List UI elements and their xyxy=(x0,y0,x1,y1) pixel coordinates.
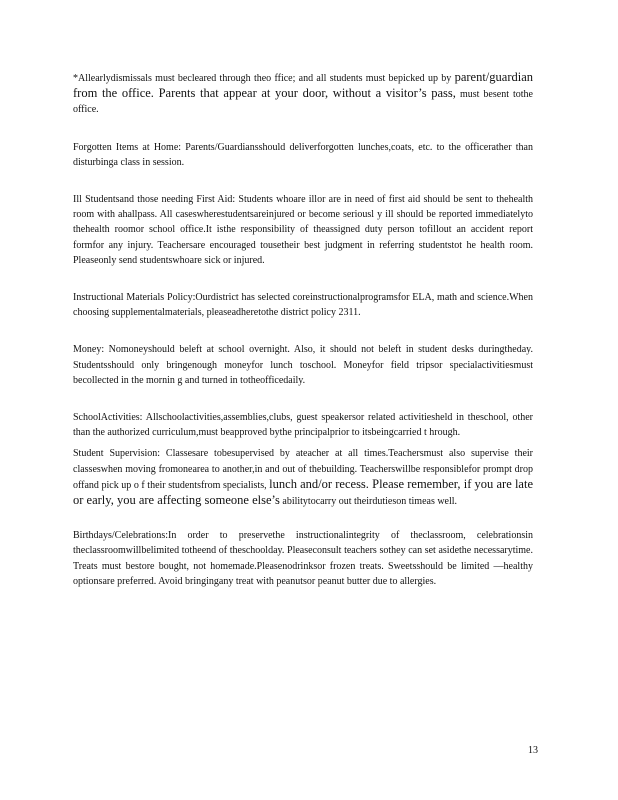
school-activities-text: SchoolActivities: Allschoolactivities,assemblies,clubs, guest speakersor related activitiesheld in theschool, other than the authorized curriculum,must beapproved bythe principalprior to itsbeingcarried t hrough. xyxy=(73,412,533,439)
paragraph-student-supervision xyxy=(73,446,533,509)
paragraph-forgotten-items xyxy=(73,140,533,170)
paragraph-early-dismissals xyxy=(73,70,533,118)
page-number: 13 xyxy=(528,745,538,756)
paragraph-school-activities xyxy=(73,410,533,440)
instructional-materials-text: Instructional Materials Policy:Ourdistrict has selected coreinstructionalprogramsfor ELA, math and science.When choosing supplementalmaterials, pleaseadheretothe district policy 2311. xyxy=(73,292,533,319)
paragraph-instructional-materials xyxy=(73,290,533,320)
birthdays-celebrations-text: Birthdays/Celebrations:In order to preservethe instructionalintegrity of theclassroom, celebrationsin theclassroomwillbelimited totheend of theschoolday. Pleaseconsult teachers sothey can set asidethe necessarytime. Treats must bestore bought, not homemade.Pleasenodrinksor frozen treats. Sweetsshould be limited —healthy optionsare preferred. Avoid bringingany treat with peanutsor peanut butter due to allergies. xyxy=(73,530,533,587)
paragraph-money xyxy=(73,342,533,388)
paragraph-birthdays-celebrations xyxy=(73,528,533,589)
early-dismissals-line-3: must besent tothe office. xyxy=(73,89,533,116)
paragraph-ill-students xyxy=(73,192,533,268)
student-supervision-line-1: Student Supervision: Classesare tobesupervised by ateacher at all times.Teachersmust also supervise their classeswhen moving fromonearea to another,in and out of thebuilding. Teacherswillbe responsiblefor prompt drop offand pick up o f their studentsfrom specialists, xyxy=(73,448,533,491)
ill-students-text: Ill Studentsand those needing First Aid: Students whoare illor are in need of first aid should be sent to thehealth room with ahallpass. All caseswherestudentsareinjured or become seriousl y ill should be reported immediatelyto thehealth roomor school office.It isthe responsibility of theassigned duty person tofillout an accident report formfor any injury. Teachersare encouraged tousetheir best judgment in referring studentstot he health room. Pleaseonly send studentswhoare sick or injured. xyxy=(73,194,533,266)
money-text: Money: Nomoneyshould beleft at school overnight. Also, it should not beleft in student desks duringtheday. Studentsshould only bringenough moneyfor lunch toschool. Moneyfor field tripsor specialactivitiesmust becollected in the mornin g and turned in totheofficedaily. xyxy=(73,344,533,386)
early-dismissals-line-2: parent/guardian from the office. Parents that appear at your door, without a visitor’s pass, xyxy=(73,70,534,101)
forgotten-items-text: Forgotten Items at Home: Parents/Guardiansshould deliverforgotten lunches,coats, etc. to the officerather than disturbinga class in session. xyxy=(73,141,533,168)
student-supervision-line-3: abilitytocarry out theirdutieson timeas well. xyxy=(282,496,458,508)
page-content xyxy=(73,70,533,589)
early-dismissals-line-1: *Allearlydismissals must becleared through theo ffice; and all students must bepicked up by xyxy=(73,73,452,84)
student-supervision-line-2: lunch and/or recess. Please remember, if you are late or early, you are affecting someone else’s xyxy=(73,476,533,508)
